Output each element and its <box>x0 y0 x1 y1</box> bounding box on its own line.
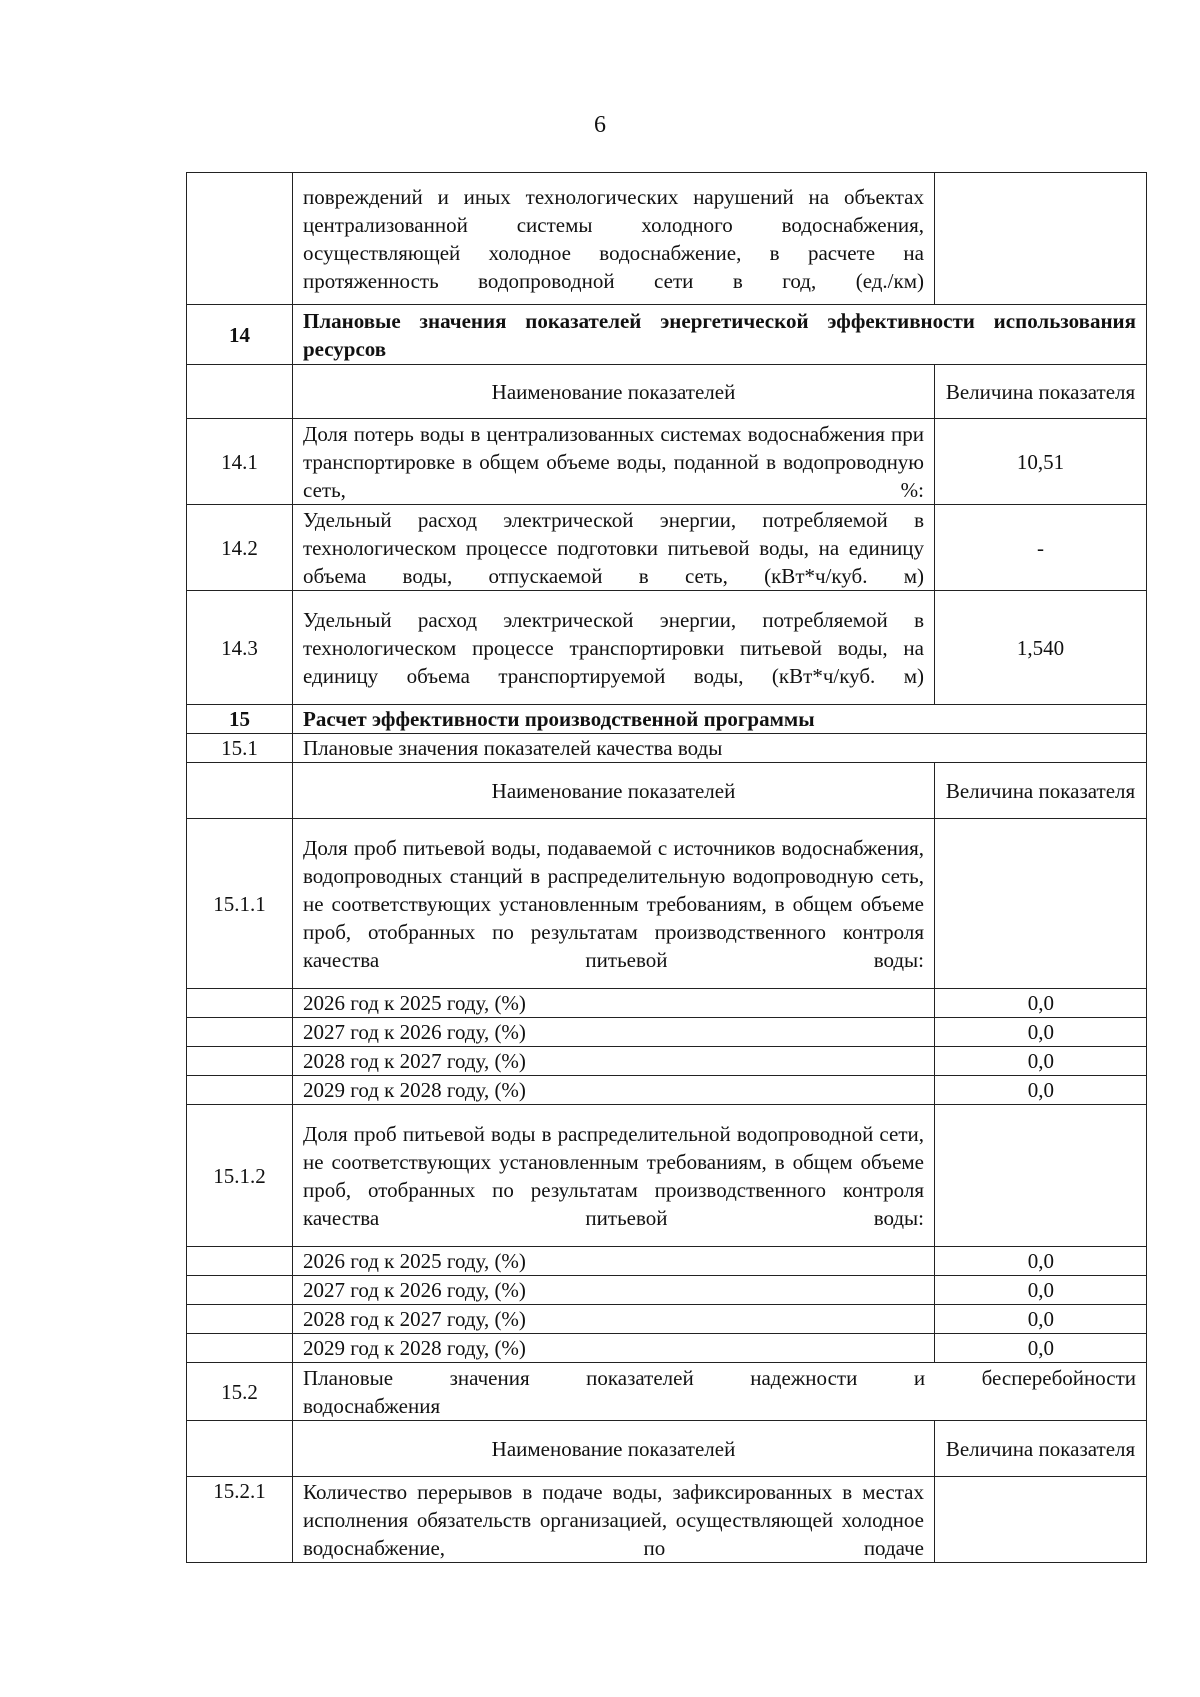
row-number <box>187 1018 293 1047</box>
section-number: 14 <box>187 305 293 365</box>
table-row <box>187 419 1147 505</box>
year-label: 2028 год к 2027 году, (%) <box>293 1047 935 1076</box>
header-number-cell <box>187 763 293 819</box>
header-value: Величина показателя <box>935 365 1147 419</box>
row-number: 14.2 <box>187 505 293 591</box>
indicator-value: 1,540 <box>935 591 1147 705</box>
section-row <box>187 305 1147 365</box>
section-number: 15.2 <box>187 1363 293 1421</box>
year-row <box>187 1305 1147 1334</box>
header-value: Величина показателя <box>935 763 1147 819</box>
section-title-line: водоснабжения <box>303 1393 441 1418</box>
row-number: 15.1.2 <box>187 1105 293 1247</box>
year-value: 0,0 <box>935 1076 1147 1105</box>
indicator-value: 10,51 <box>935 419 1147 505</box>
indicator-value: - <box>935 505 1147 591</box>
row-number: 15.2.1 <box>187 1477 293 1563</box>
row-number: 14.3 <box>187 591 293 705</box>
indicator-value <box>935 1477 1147 1563</box>
year-row <box>187 1076 1147 1105</box>
table-row <box>187 1477 1147 1563</box>
page-number: 6 <box>594 112 606 138</box>
header-row <box>187 365 1147 419</box>
header-value: Величина показателя <box>935 1421 1147 1477</box>
row-number <box>187 1247 293 1276</box>
indicator-name: Количество перерывов в подаче воды, зафиксированных в местах исполнения обязательств организацией, осуществляющей холодное водоснабжение, по подаче <box>293 1477 935 1563</box>
indicator-name: Доля проб питьевой воды, подаваемой с источников водоснабжения, водопроводных станций в распределительную водопроводную сеть, не соответствующих установленным требованиям, в общем объеме проб, отобранных по результатам производственного контроля качества питьевой воды: <box>293 819 935 989</box>
year-value: 0,0 <box>935 1276 1147 1305</box>
section-row <box>187 705 1147 734</box>
table-row <box>187 819 1147 989</box>
section-title: Плановые значения показателей качества воды <box>293 734 1147 763</box>
indicator-name: повреждений и иных технологических нарушений на объектах централизованной системы холодного водоснабжения, осуществляющей холодное водоснабжение, в расчете на протяженность водопроводной сети в год, (ед./км) <box>293 173 935 305</box>
header-name: Наименование показателей <box>293 365 935 419</box>
row-number <box>187 1047 293 1076</box>
year-row <box>187 1018 1147 1047</box>
year-value: 0,0 <box>935 1018 1147 1047</box>
section-title-line: Плановые значения показателей надежности и бесперебойности <box>303 1365 1136 1390</box>
year-row <box>187 1276 1147 1305</box>
year-value: 0,0 <box>935 1334 1147 1363</box>
year-value: 0,0 <box>935 1305 1147 1334</box>
row-number <box>187 173 293 305</box>
year-label: 2029 год к 2028 году, (%) <box>293 1334 935 1363</box>
year-label: 2027 год к 2026 году, (%) <box>293 1276 935 1305</box>
indicator-name: Доля проб питьевой воды в распределительной водопроводной сети, не соответствующих установленным требованиям, в общем объеме проб, отобранных по результатам производственного контроля качества питьевой воды: <box>293 1105 935 1247</box>
year-value: 0,0 <box>935 1047 1147 1076</box>
year-row <box>187 1247 1147 1276</box>
year-row <box>187 1047 1147 1076</box>
table-row <box>187 1105 1147 1247</box>
section-title: Расчет эффективности производственной программы <box>293 705 1147 734</box>
table-row <box>187 591 1147 705</box>
indicator-name: Удельный расход электрической энергии, потребляемой в технологическом процессе транспортировки питьевой воды, на единицу объема транспортируемой воды, (кВт*ч/куб. м) <box>293 591 935 705</box>
header-row <box>187 1421 1147 1477</box>
section-title <box>293 1363 1147 1421</box>
indicator-value <box>935 173 1147 305</box>
row-number <box>187 1305 293 1334</box>
year-value: 0,0 <box>935 989 1147 1018</box>
table-row <box>187 173 1147 305</box>
indicator-value <box>935 1105 1147 1247</box>
indicator-value <box>935 819 1147 989</box>
year-label: 2026 год к 2025 году, (%) <box>293 1247 935 1276</box>
indicator-name: Удельный расход электрической энергии, потребляемой в технологическом процессе подготовки питьевой воды, на единицу объема воды, отпускаемой в сеть, (кВт*ч/куб. м) <box>293 505 935 591</box>
row-number: 15.1.1 <box>187 819 293 989</box>
year-row <box>187 1334 1147 1363</box>
section-number: 15 <box>187 705 293 734</box>
indicators-table <box>186 172 1147 1563</box>
indicator-name: Доля потерь воды в централизованных системах водоснабжения при транспортировке в общем объеме воды, поданной в водопроводную сеть, %: <box>293 419 935 505</box>
table-row <box>187 505 1147 591</box>
row-number <box>187 1276 293 1305</box>
row-number: 14.1 <box>187 419 293 505</box>
year-value: 0,0 <box>935 1247 1147 1276</box>
year-label: 2027 год к 2026 году, (%) <box>293 1018 935 1047</box>
subsection-row <box>187 734 1147 763</box>
row-number <box>187 989 293 1018</box>
header-number-cell <box>187 365 293 419</box>
header-row <box>187 763 1147 819</box>
year-row <box>187 989 1147 1018</box>
header-number-cell <box>187 1421 293 1477</box>
year-label: 2028 год к 2027 году, (%) <box>293 1305 935 1334</box>
header-name: Наименование показателей <box>293 763 935 819</box>
year-label: 2029 год к 2028 году, (%) <box>293 1076 935 1105</box>
subsection-row <box>187 1363 1147 1421</box>
year-label: 2026 год к 2025 году, (%) <box>293 989 935 1018</box>
header-name: Наименование показателей <box>293 1421 935 1477</box>
section-number: 15.1 <box>187 734 293 763</box>
row-number <box>187 1076 293 1105</box>
row-number <box>187 1334 293 1363</box>
section-title: Плановые значения показателей энергетической эффективности использования ресурсов <box>293 305 1147 365</box>
